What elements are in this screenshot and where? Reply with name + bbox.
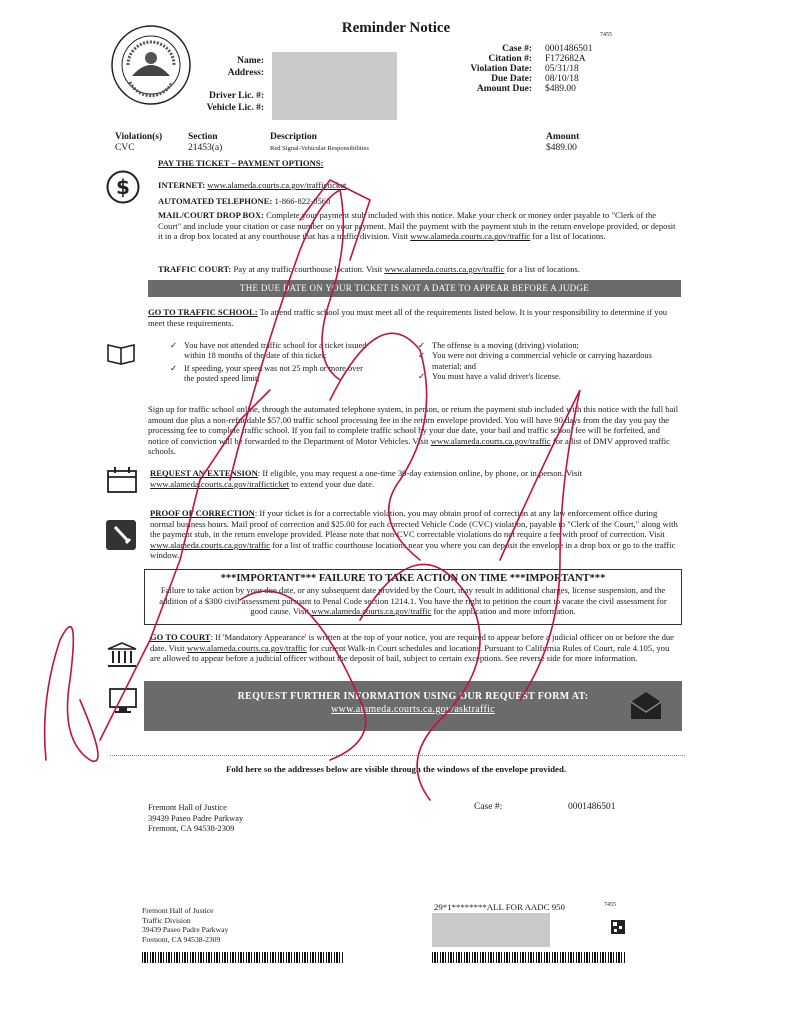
violation-date: 05/31/18 <box>545 64 579 74</box>
extension-section: REQUEST AN EXTENSION: If eligible, you may request a one-time 30-day extension online, by phone, or in person. Visit www.alameda.courts.ca.gov/trafficticket to extend your due date. <box>150 468 583 489</box>
stub-case-label: Case #: <box>474 802 503 812</box>
pay-court: TRAFFIC COURT: Pay at any traffic courthouse location. Visit www.alameda.courts.ca.gov/traffic for a list of locations. <box>158 264 580 274</box>
case-number: 0001486501 <box>545 44 593 54</box>
dollar-icon <box>106 170 140 204</box>
important-heading: ***IMPORTANT*** FAILURE TO TAKE ACTION ON TIME ***IMPORTANT*** <box>220 573 606 584</box>
calendar-icon <box>106 466 138 494</box>
vehicle-lic-label: Vehicle Lic. #: <box>206 103 264 113</box>
due-date-banner: THE DUE DATE ON YOUR TICKET IS NOT A DATE TO APPEAR BEFORE A JUDGE <box>148 280 681 297</box>
wrench-icon <box>106 520 136 550</box>
violation-description: Red Signal-Vehicular Responsibilities <box>270 145 369 152</box>
driver-lic-label: Driver Lic. #: <box>209 91 264 101</box>
courthouse-icon <box>106 641 138 669</box>
amount-header: Amount <box>546 132 580 142</box>
stub-case-number: 0001486501 <box>568 802 616 812</box>
qr-code-icon <box>611 920 625 934</box>
extension-link[interactable]: www.alameda.courts.ca.gov/trafficticket <box>150 478 290 489</box>
important-text: Failure to take action by your due date, or any subsequent date provided by the Court, may result in additional charges, license suspension, and the addition of a $300 civil assessment pursuant to Penal Code section 1214.1. You have the right to petition the court to vacate the civil assessment for good cause. Visit www.alameda.courts.ca.gov/traffic for the application and more information. <box>159 585 667 617</box>
section-header: Section <box>188 132 218 142</box>
violation-code: CVC <box>115 143 135 153</box>
case-values <box>545 44 645 94</box>
school-requirements-left: ✓ You have not attended traffic school for a ticket issued within 18 months of the date of this ticket; ✓ If speeding, your speed was not 25 mph or more over the posted speed limit; <box>170 341 367 384</box>
court-schedule-link[interactable]: www.alameda.courts.ca.gov/traffic <box>186 642 307 653</box>
violation-section: 21453(a) <box>188 143 223 153</box>
name-label: Name: <box>237 56 264 66</box>
computer-icon <box>108 686 138 716</box>
fold-instruction: Fold here so the addresses below are visible through the windows of the envelope provided. <box>225 764 567 774</box>
barcode-right <box>432 952 626 963</box>
request-form-link[interactable]: www.alameda.courts.ca.gov/asktraffic <box>331 704 495 715</box>
mailing-sort-line: 29*1********ALL FOR AADC 950 <box>434 902 565 912</box>
internet-link[interactable]: www.alameda.courts.ca.gov/trafficticket <box>207 180 347 190</box>
pay-internet: INTERNET: www.alameda.courts.ca.gov/trafficticket <box>158 180 347 190</box>
violation-header: Violation(s) <box>115 132 163 142</box>
important-link[interactable]: www.alameda.courts.ca.gov/traffic <box>311 606 432 617</box>
corner-code: 7455 <box>600 32 612 38</box>
page-title: Reminder Notice <box>341 20 451 36</box>
citation-number: F172682A <box>545 54 586 64</box>
pay-phone: AUTOMATED TELEPHONE: 1-866-822-0560 <box>158 196 331 206</box>
barcode-left <box>142 952 344 963</box>
court-link[interactable]: www.alameda.courts.ca.gov/traffic <box>384 264 505 274</box>
traffic-school-intro: GO TO TRAFFIC SCHOOL: To attend traffic school you must meet all of the requirements listed below. It is your responsibility to determine if you meet these requirements. <box>148 307 668 328</box>
school-link[interactable]: www.alameda.courts.ca.gov/traffic <box>430 435 551 446</box>
description-header: Description <box>270 132 317 142</box>
mail-link[interactable]: www.alameda.courts.ca.gov/traffic <box>410 231 531 242</box>
svg-text:$: $ <box>116 175 130 199</box>
redacted-address-block <box>272 52 397 120</box>
proof-of-correction-section: PROOF OF CORRECTION: If your ticket is for a correctable violation, you may obtain proof of correction at any law enforcement office during normal business hours. Mail proof of correction and $25.00 for each corrected Vehicle Code (CVC) violation, payable to "Clerk of the Court," along with the payment stub, in the return envelope provided. Please note that non-CVC correctable violations do not require a fee with proof of correction. Visit www.alameda.courts.ca.gov/traffic for a list of traffic courthouse locations near you where you can deposit the envelope in a drop box or go to the traffic window. <box>150 508 678 561</box>
amount-due: $489.00 <box>545 84 576 94</box>
redacted-mailing-address <box>432 913 550 947</box>
book-icon <box>106 341 136 365</box>
violation-amount: $489.00 <box>546 143 577 153</box>
address-label: Address: <box>227 68 264 78</box>
pay-mail: MAIL/COURT DROP BOX: Complete your payment stub included with this notice. Make your check or money order payable to "Clerk of the Court" and include your citation or case number on your payment. Mail the payment with the payment stub in the return envelope provided, or deposit it in a drop box located at any courthouse that has a traffic division. Visit www.alameda.courts.ca.gov/traffic for a list of locations. <box>158 210 676 242</box>
mailing-address-left: Fremont Hall of Justice Traffic Division 39439 Paseo Padre Parkway Fremont, CA 94538-2309 <box>142 906 229 944</box>
pay-heading: PAY THE TICKET – PAYMENT OPTIONS: <box>158 158 324 168</box>
important-notice-box <box>144 569 682 625</box>
go-to-court-section: GO TO COURT: If 'Mandatory Appearance' is written at the top of your notice, you are required to appear before a judicial officer on or before the due date. Visit www.alameda.courts.ca.gov/traffic for current Walk-in Court schedules and locations. Pursuant to California Rules of Court, rule 4.105, you are allowed to appear before a judicial officer without the deposit of bail, subject to certain exceptions. See reverse side for more information. <box>150 632 674 664</box>
due-date: 08/10/18 <box>545 74 579 84</box>
case-labels: Case #: Citation #: Violation Date: Due Date: Amount Due: <box>470 44 532 94</box>
mailing-code: 7455 <box>604 902 616 908</box>
return-address: Fremont Hall of Justice 39439 Paseo Padre Parkway Fremont, CA 94538-2309 <box>148 803 244 834</box>
school-requirements-right: ✓ The offense is a moving (driving) violation; ✓ You were not driving a commercial vehicle or carrying hazardous material; and ✓ You must have a valid driver's license. <box>418 341 652 382</box>
envelope-icon <box>630 690 662 720</box>
request-info-text: REQUEST FURTHER INFORMATION USING OUR REQUEST FORM AT: <box>237 691 589 702</box>
correction-link[interactable]: www.alameda.courts.ca.gov/traffic <box>150 539 271 550</box>
fold-line <box>110 755 685 756</box>
traffic-school-signup: Sign up for traffic school online, through the automated telephone system, in person, or return the payment stub included with this notice with the full bail amount due plus a non-refundable $57.00 traffic school processing fee in the return envelope provided. You will have 90 days from the day you pay the processing fee to complete traffic school. If you fail to complete traffic school by your due date, your bail and traffic school fee will be forfeited, and notice of conviction will be forwarded to the Department of Motor Vehicles. Visit www.alameda.courts.ca.gov/traffic for a list of DMV approved traffic schools. <box>148 404 679 457</box>
request-info-banner <box>144 681 682 731</box>
